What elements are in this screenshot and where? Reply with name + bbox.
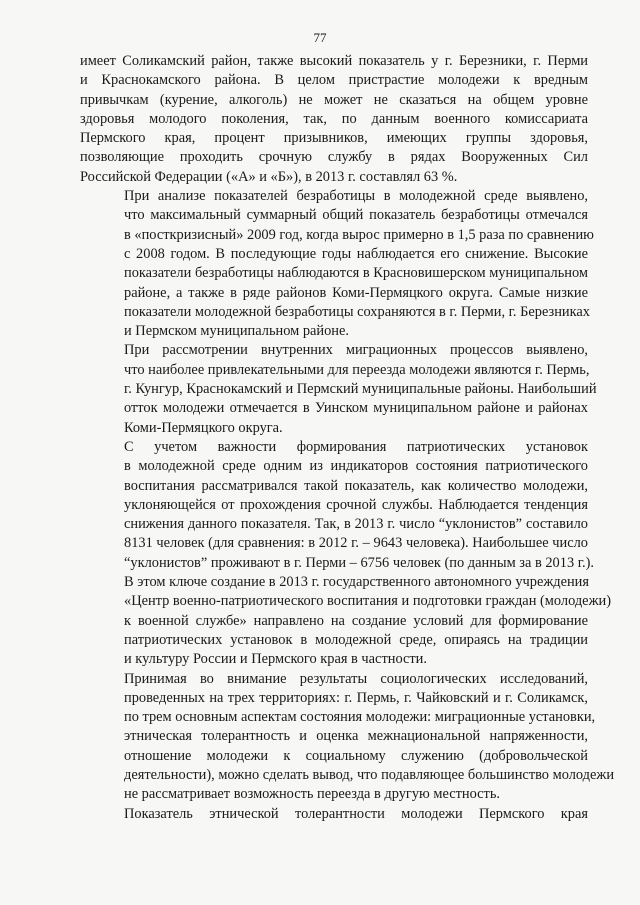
text-line: к военной службе» направлено на создание условий для формирование [124,612,588,629]
page-number: 77 [313,30,327,45]
text-line: не рассматривает возможность переезда в другую местность. [124,786,500,803]
paragraph [80,670,615,805]
paragraph [80,805,588,824]
text-line: районе, а также в ряде районов Коми-Пермяцкого округа. Самые низкие [124,284,588,301]
text-line: и Краснокамского района. В целом пристрастие молодежи к вредным [80,72,588,89]
text-line: Показатель этнической толерантности молодежи Пермского края [124,805,588,822]
text-line: Пермского края, процент призывников, имеющих группы здоровья, [80,130,588,147]
text-line: здоровья молодого поколения, так, по данным военного комиссариата [80,110,588,127]
paragraph [80,187,594,341]
text-line: с 2008 годом. В последующие годы наблюдается его снижение. Высокие [124,245,588,262]
text-line: показатели безработицы наблюдаются в Красновишерском муниципальном [124,265,588,282]
paragraph [80,438,612,670]
text-line: С учетом важности формирования патриотических установок [124,438,588,455]
text-line: воспитания рассматривался такой показатель, как количество молодежи, [124,477,588,494]
text-line: При анализе показателей безработицы в молодежной среде выявлено, [124,188,588,205]
text-line: Коми-Пермяцкого округа. [124,419,283,436]
text-line: и Пермском муниципальном районе. [124,323,349,340]
text-line: При рассмотрении внутренних миграционных процессов выявлено, [124,342,588,359]
text-line: Российской Федерации («А» и «Б»), в 2013 г. составлял 63 %. [80,168,458,185]
text-line: и культуру России и Пермского края в частности. [124,651,427,668]
text-line: позволяющие проходить срочную службу в рядах Вооруженных Сил [80,149,588,166]
text-line: Принимая во внимание результаты социологических исследований, [124,670,588,687]
text-line: «Центр военно-патриотического воспитания и подготовки граждан (молодежи) [124,593,612,610]
text-line: привычкам (курение, алкоголь) не может не сказаться на общем уровне [80,91,588,108]
body-text [80,52,615,824]
text-line: 8131 человек (для сравнения: в 2012 г. – 9643 человека). Наибольшее число [124,535,588,552]
text-line: патриотических установок в молодежной среде, опираясь на традиции [124,631,588,648]
text-line: по трем основным аспектам состояния молодежи: миграционные установки, [124,709,596,726]
text-line: деятельности), можно сделать вывод, что подавляющее большинство молодежи [124,766,615,783]
text-line: отток молодежи отмечается в Уинском муниципальном районе и районах [124,400,588,417]
text-line: что наиболее привлекательными для переезда молодежи являются г. Пермь, [124,361,590,378]
text-line: уклоняющейся от прохождения срочной службы. Наблюдается тенденция [124,496,588,513]
text-line: г. Кунгур, Краснокамский и Пермский муниципальные районы. Наибольший [124,381,597,398]
text-line: в «посткризисный» 2009 год, когда вырос примерно в 1,5 раза по сравнению [124,226,594,243]
text-line: “уклонистов” проживают в г. Перми – 6756 человек (по данным за в 2013 г.). [124,554,594,571]
text-line: снижения данного показателя. Так, в 2013 г. число “уклонистов” составило [124,516,588,533]
paragraph [80,52,588,187]
text-line: что максимальный суммарный общий показатель безработицы отмечался [124,207,588,224]
text-line: этническая толерантность и оценка межнациональной напряженности, [124,728,588,745]
text-line: показатели молодежной безработицы сохраняются в г. Перми, г. Березниках [124,303,590,320]
text-line: в молодежной среде одним из индикаторов состояния патриотического [124,458,588,475]
text-line: В этом ключе создание в 2013 г. государственного автономного учреждения [124,574,590,591]
text-line: проведенных на трех территориях: г. Пермь, г. Чайковский и г. Соликамск, [124,689,588,706]
paragraph [80,341,597,437]
text-line: отношение молодежи к социальному служению (добровольческой [124,747,588,764]
text-line: имеет Соликамский район, также высокий показатель у г. Березники, г. Перми [80,53,588,69]
